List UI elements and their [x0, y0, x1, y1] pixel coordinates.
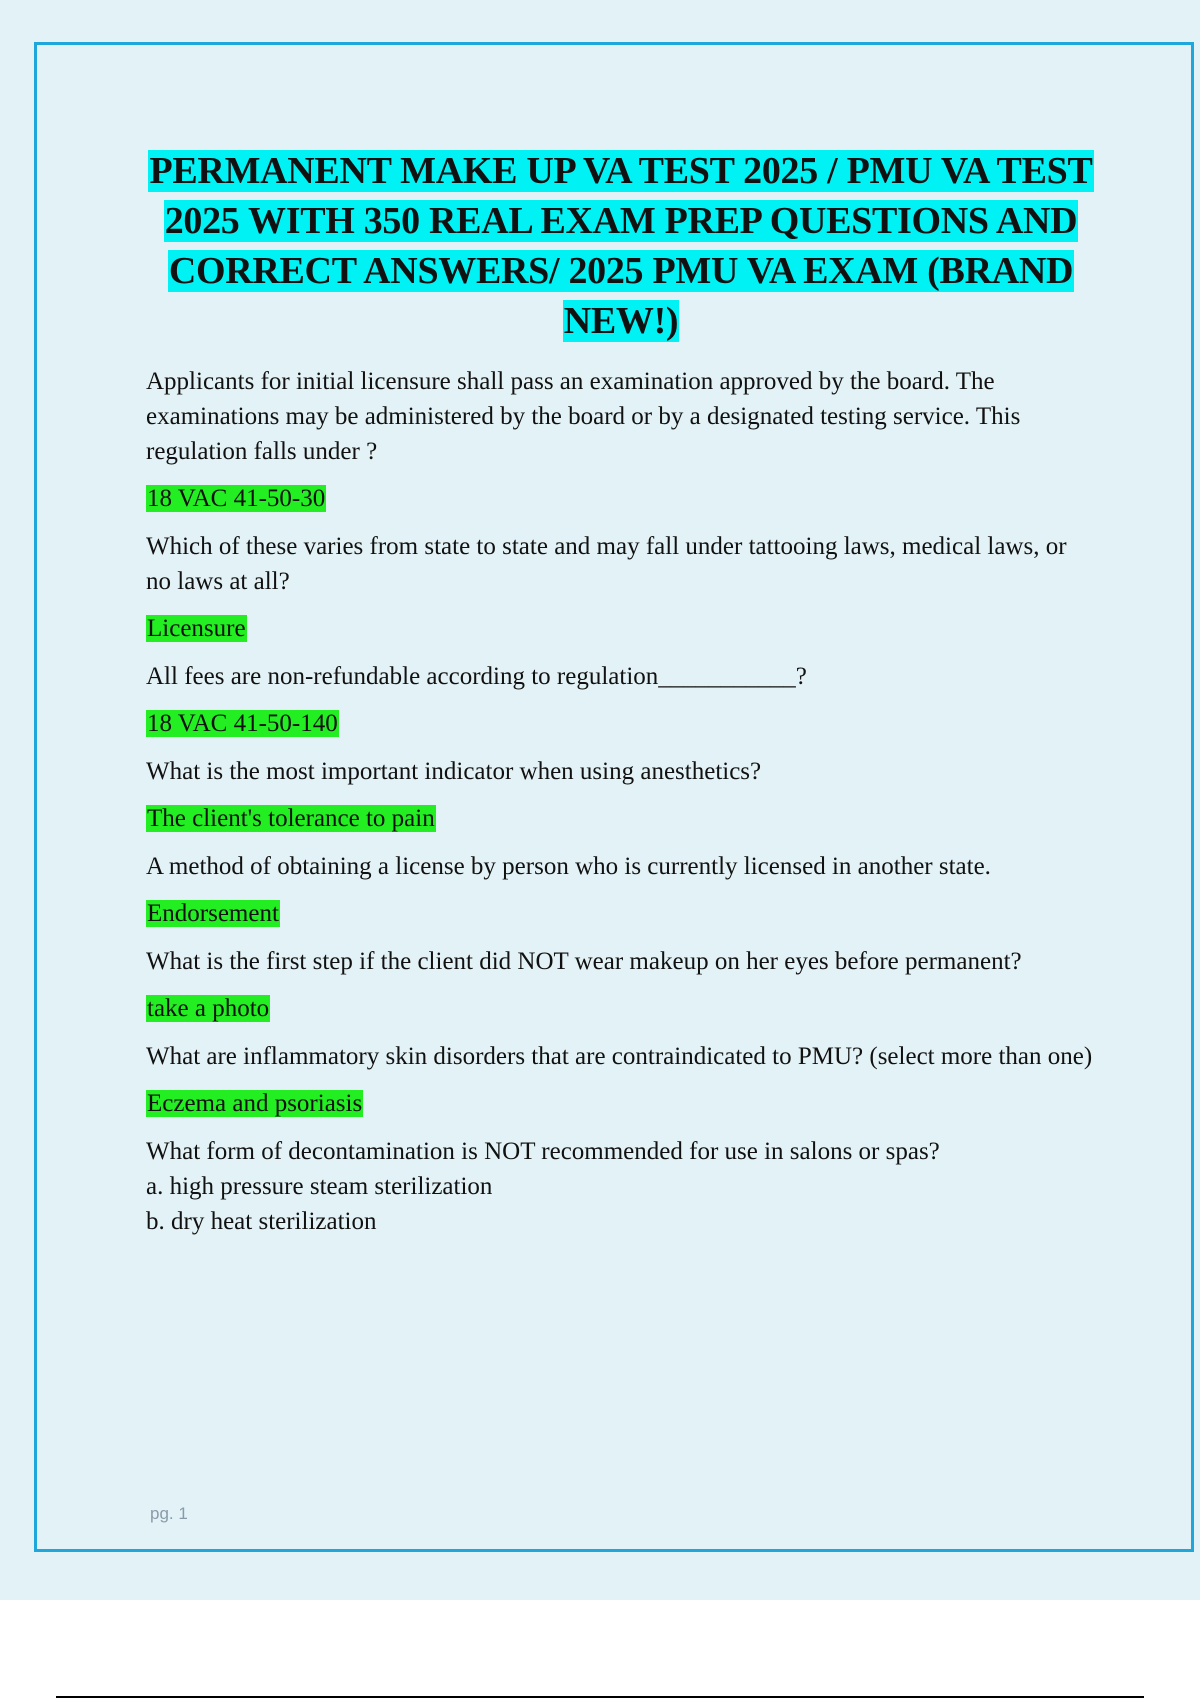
answer-text [146, 897, 1096, 931]
option-b: b. dry heat sterilization [146, 1208, 377, 1235]
answer-text [146, 707, 1096, 741]
qa-item [146, 529, 1096, 646]
answer-highlight: Endorsement [147, 900, 279, 927]
answer-highlight: 18 VAC 41-50-30 [147, 485, 326, 512]
question-text: All fees are non-refundable according to regulation___________? [146, 663, 807, 690]
answer-highlight: 18 VAC 41-50-140 [147, 710, 338, 737]
answer-highlight: Eczema and psoriasis [147, 1090, 363, 1117]
answer-text [146, 1087, 1096, 1121]
answer-text [146, 802, 1096, 836]
question-text: What is the most important indicator when using anesthetics? [146, 758, 762, 785]
question-text: A method of obtaining a license by person who is currently licensed in another state. [146, 853, 991, 880]
question-text: What are inflammatory skin disorders that are contraindicated to PMU? (select more than one) [146, 1043, 1093, 1070]
question-text: Which of these varies from state to state and may fall under tattooing laws, medical laws, or no laws at all? [146, 533, 1067, 595]
document-body [146, 146, 1096, 1239]
answer-highlight: The client's tolerance to pain [147, 805, 435, 832]
qa-item [146, 754, 1096, 836]
question-text: Applicants for initial licensure shall pass an examination approved by the board. The examinations may be administered by the board or by a designated testing service. This regulation falls under ? [146, 368, 1021, 465]
answer-text [146, 992, 1096, 1026]
bottom-divider [56, 1696, 1144, 1698]
qa-item [146, 659, 1096, 741]
option-a: a. high pressure steam sterilization [146, 1173, 493, 1200]
qa-item-last [146, 1134, 1096, 1239]
answer-text [146, 482, 1096, 516]
question-text: What is the first step if the client did NOT wear makeup on her eyes before permanent? [146, 948, 1022, 975]
answer-highlight: Licensure [147, 615, 246, 642]
qa-item [146, 849, 1096, 931]
question-text: What form of decontamination is NOT recommended for use in salons or spas? [146, 1138, 940, 1165]
answer-highlight: take a photo [147, 995, 270, 1022]
page-number: pg. 1 [150, 1504, 188, 1523]
qa-item [146, 944, 1096, 1026]
answer-text [146, 612, 1096, 646]
qa-item [146, 364, 1096, 516]
document-title-text: PERMANENT MAKE UP VA TEST 2025 / PMU VA TEST 2025 WITH 350 REAL EXAM PREP QUESTIONS AND CORRECT ANSWERS/ 2025 PMU VA EXAM (BRAND NEW!) [149, 150, 1093, 342]
document-title [146, 146, 1096, 346]
qa-item [146, 1039, 1096, 1121]
